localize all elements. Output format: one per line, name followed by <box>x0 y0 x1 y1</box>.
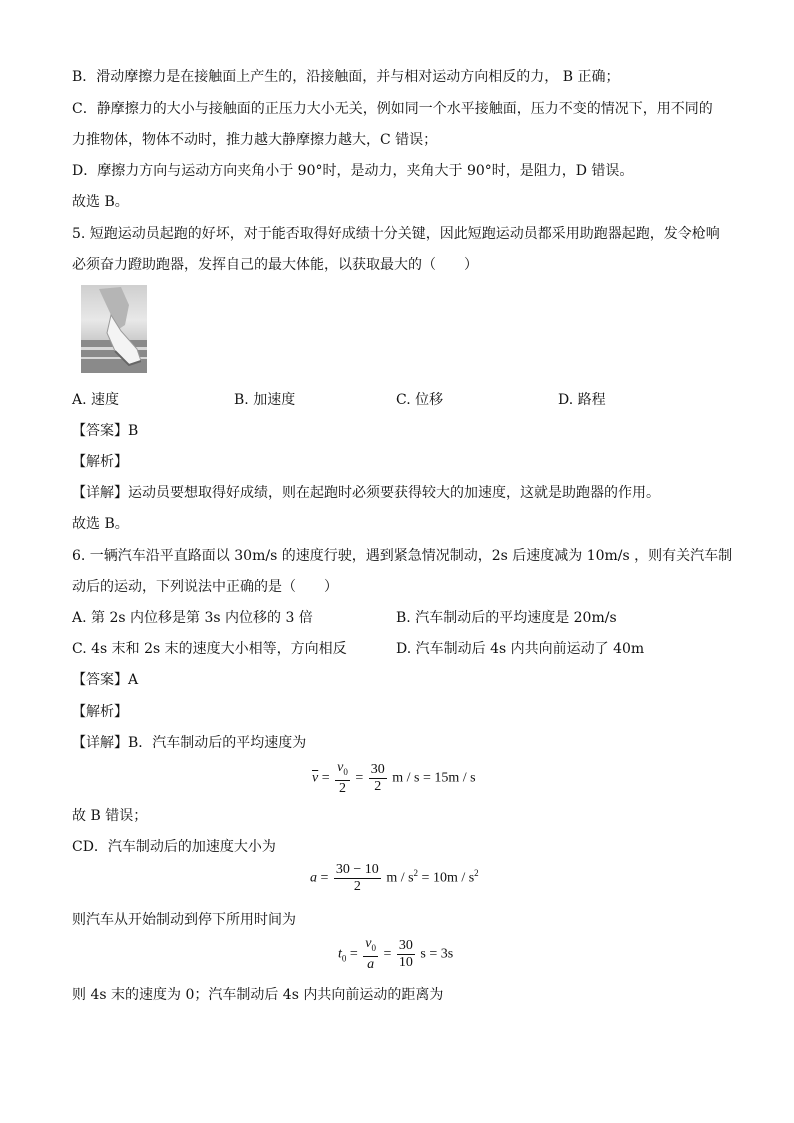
eq1-equals-1: = <box>321 770 330 786</box>
eq1-result: m / s = 15m / s <box>392 770 476 786</box>
eq1-fraction-1: $\frac{v_0}{2}$ <box>337 760 348 796</box>
solution-c-cont: 力推物体，物体不动时，推力越大静摩擦力越大，C 错误； <box>72 132 438 148</box>
question-5-text-cont: 必须奋力蹬助跑器，发挥自己的最大体能，以获取最大的（ ） <box>72 257 478 273</box>
equation-average-velocity <box>312 760 476 797</box>
time-text: 则汽车从开始制动到停下所用时间为 <box>72 912 296 928</box>
last-line: 则 4s 末的速度为 0；汽车制动后 4s 内共向前运动的距离为 <box>72 987 444 1003</box>
answer-5: 【答案】B <box>72 423 139 439</box>
question-6-text-cont: 动后的运动，下列说法中正确的是（ ） <box>72 579 338 595</box>
eq1-lhs: $\overline{v}$ <box>312 770 319 786</box>
equation-acceleration: a = $\frac{30 - 10}{2}$ $m / s^2 = 10m / s^2$ <box>310 862 479 894</box>
eq2-equals: = <box>320 870 329 886</box>
eq3-fraction-2: $\frac{30}{10}$ <box>398 937 413 970</box>
analysis-6-label: 【解析】 <box>72 704 128 720</box>
eq1-fraction-2: $\frac{30}{2}$ <box>370 761 385 794</box>
eq2-fraction: $\frac{30 - 10}{2}$ <box>335 862 379 894</box>
q6-option-d[interactable]: D. 汽车制动后 4s 内共向前运动了 40m <box>396 641 645 657</box>
b-wrong: 故 B 错误； <box>72 808 148 824</box>
solution-b: B．滑动摩擦力是在接触面上产生的，沿接触面，并与相对运动方向相反的力， B 正确； <box>72 69 620 85</box>
solution-c: C．静摩擦力的大小与接触面的正压力大小无关，例如同一个水平接触面，压力不变的情况下，用不同的 <box>72 101 713 117</box>
sprinter-foot-image <box>81 285 147 373</box>
q5-option-c[interactable]: C. 位移 <box>396 392 444 408</box>
eq2-lhs: a <box>310 870 317 886</box>
q6-option-c[interactable]: C. 4s 末和 2s 末的速度大小相等，方向相反 <box>72 641 347 657</box>
question-5-text: 5. 短跑运动员起跑的好坏，对于能否取得好成绩十分关键，因此短跑运动员都采用助跑器起跑，发令枪响 <box>72 226 720 242</box>
q6-option-a[interactable]: A. 第 2s 内位移是第 3s 内位移的 3 倍 <box>72 610 313 626</box>
detail-6-cd: CD．汽车制动后的加速度大小为 <box>72 839 276 855</box>
analysis-5-label: 【解析】 <box>72 454 128 470</box>
q5-option-a[interactable]: A. 速度 <box>72 392 120 408</box>
eq1-equals-2: = <box>355 770 364 786</box>
question-6-text: 6. 一辆汽车沿平直路面以 30m/s 的速度行驶，遇到紧急情况制动，2s 后速度减为 10m/s ，则有关汽车制 <box>72 548 733 564</box>
conclusion-4: 故选 B。 <box>72 194 129 210</box>
q6-option-b[interactable]: B. 汽车制动后的平均速度是 20m/s <box>396 610 617 626</box>
eq3-fraction-1: $\frac{v_0}{a}$ <box>365 936 377 972</box>
solution-d: D．摩擦力方向与运动方向夹角小于 90°时，是动力，夹角大于 90°时，是阻力，D 错误。 <box>72 163 634 179</box>
detail-5: 【详解】运动员要想取得好成绩，则在起跑时必须要获得较大的加速度，这就是助跑器的作用。 <box>72 485 660 501</box>
equation-stop-time: $t_0$ = $\frac{v_0}{a}$ = $\frac{30}{10}$ s = 3s <box>338 936 454 972</box>
conclusion-5: 故选 B。 <box>72 516 129 532</box>
q5-option-b[interactable]: B. 加速度 <box>234 392 296 408</box>
answer-6: 【答案】A <box>72 672 139 688</box>
q5-option-d[interactable]: D. 路程 <box>558 392 606 408</box>
detail-6-b: 【详解】B．汽车制动后的平均速度为 <box>72 735 307 751</box>
